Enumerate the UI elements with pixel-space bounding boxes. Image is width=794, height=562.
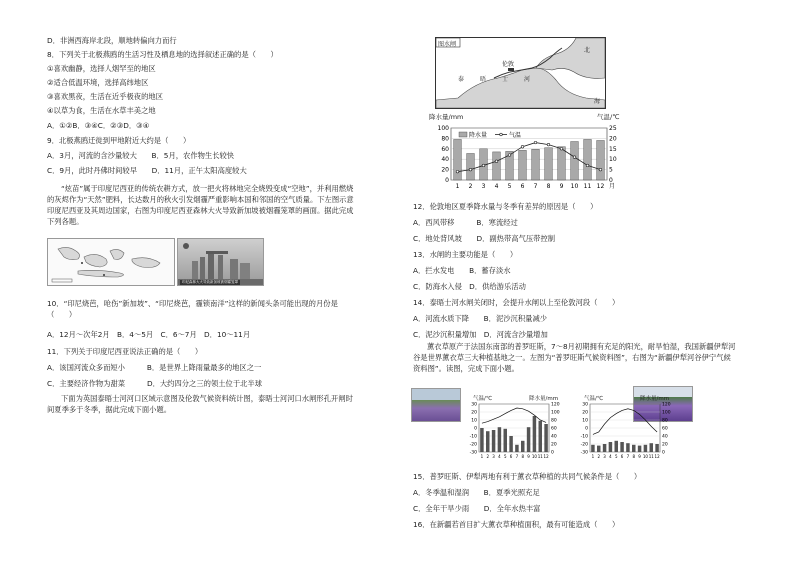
x-tick-label: 7 bbox=[515, 454, 519, 459]
x-tick-label: 10 bbox=[570, 183, 579, 190]
indonesia-map bbox=[47, 238, 175, 286]
x-tick-label: 10 bbox=[531, 454, 537, 459]
x-tick-label: 2 bbox=[468, 183, 473, 190]
precip-bar bbox=[509, 436, 512, 452]
option-line: ③喜欢黑夜，生活在近乎极夜的地区 bbox=[47, 92, 163, 101]
precip-bar bbox=[638, 446, 642, 452]
question-16: 16．在新疆若首目扩大薰衣草种植面积，最有可能造成（ ） bbox=[413, 520, 620, 529]
temp-line bbox=[458, 143, 601, 172]
y2-tick-label: 80 bbox=[551, 418, 557, 424]
answer-options: C．地处背风坡 D．副热带高气压带控制 bbox=[413, 234, 556, 243]
answer-options: C．泥沙沉积量增加 D．河流含沙量增加 bbox=[413, 330, 548, 339]
yining-chart-svg bbox=[572, 394, 682, 464]
y2-tick-label: 60 bbox=[662, 426, 668, 432]
y-tick-label: -30 bbox=[580, 450, 588, 456]
y2-tick-label: 25 bbox=[609, 125, 617, 132]
provence-chart-svg bbox=[461, 394, 571, 464]
x-tick-label: 2 bbox=[486, 454, 490, 459]
precip-bar bbox=[539, 421, 543, 452]
temp-point bbox=[560, 148, 563, 151]
x-tick-label: 5 bbox=[507, 183, 512, 190]
precip-bar bbox=[620, 442, 624, 452]
map-north-label: 北 bbox=[584, 47, 591, 54]
x-tick-label: 4 bbox=[494, 183, 499, 190]
x-tick-label: 5 bbox=[503, 454, 507, 459]
y2-tick-label: 40 bbox=[662, 434, 668, 440]
legend-bar-label: 降水量 bbox=[469, 132, 488, 139]
thames-estuary-map bbox=[435, 37, 606, 109]
passage-lavender: 薰衣草原产于法国东南部的普罗旺斯，7～8月初期拥有充足的阳光，耐旱怕湿，我国新疆伊犁河谷是世界薰衣草三大种植基地之一。左图为“普罗旺斯气候资料图”，右图为“新疆伊犁河谷伊宁气候资料图”。读图，完成下面小题。 bbox=[413, 342, 736, 373]
y-tick-label: 80 bbox=[441, 135, 449, 143]
y2-tick-label: 120 bbox=[551, 402, 560, 408]
answer-options: C．9月，此时丹佛时间较早 D．11月，正午太阳高度较大 bbox=[47, 166, 247, 175]
answer-options: A．冬季温和湿润 B．夏季光照充足 bbox=[413, 488, 540, 497]
x-tick-label: 6 bbox=[620, 454, 624, 459]
x-tick-label: 3 bbox=[492, 454, 495, 459]
y2-tick-label: 100 bbox=[551, 410, 560, 416]
x-tick-label: 11 bbox=[537, 454, 543, 459]
answer-options: A．西风带移 B．寒流经过 bbox=[413, 218, 518, 227]
legend-line-marker bbox=[500, 133, 503, 136]
x-tick-label: 5 bbox=[614, 454, 618, 459]
temp-point bbox=[508, 154, 511, 157]
temp-point bbox=[586, 164, 589, 167]
y2-tick-label: 15 bbox=[609, 145, 617, 153]
precip-bar bbox=[558, 147, 566, 180]
y-tick-label: 10 bbox=[471, 418, 477, 424]
answer-options: C．主要经济作物为甜菜 D．大约四分之三的领土位于北半球 bbox=[47, 379, 263, 388]
y2-tick-label: 20 bbox=[609, 135, 617, 143]
thames-map-drawing bbox=[436, 38, 605, 108]
legend-line-label: 气温 bbox=[509, 132, 522, 139]
map-sea-label: 海 bbox=[594, 98, 601, 105]
question-11: 11．下列关于印度尼西亚说法正确的是（ ） bbox=[47, 347, 203, 356]
y-tick-label: 20 bbox=[441, 166, 449, 174]
text-line: D．非洲西海岸北段，顺地转偏向力而行 bbox=[47, 36, 177, 45]
y-tick-label: -30 bbox=[469, 450, 477, 456]
temp-point bbox=[573, 156, 576, 159]
temp-point bbox=[482, 164, 485, 167]
x-tick-label: 11 bbox=[583, 183, 592, 190]
question-15: 15．普罗旺斯、伊犁两地有利于薰衣草种植的共同气候条件是（ ） bbox=[413, 472, 642, 481]
answer-options: A．12月～次年2月 B．4～5月 C．6～7月 D．10～11月 bbox=[47, 330, 251, 339]
x-tick-label: 9 bbox=[559, 183, 564, 190]
question-9: 9．北极燕鸥迁徙到甲地附近大约是（ ） bbox=[47, 136, 191, 145]
answer-options: A．该国河流众多而短小 B．是世界上降雨量最多的地区之一 bbox=[47, 363, 262, 372]
temp-point bbox=[456, 170, 459, 173]
temp-point bbox=[469, 168, 472, 171]
precip-bar bbox=[632, 445, 636, 452]
x-tick-label: 6 bbox=[520, 183, 525, 190]
x-tick-label: 10 bbox=[642, 454, 648, 459]
y-tick-label: 30 bbox=[582, 402, 588, 408]
y-tick-label: 60 bbox=[441, 145, 449, 153]
temp-axis-label: 气温/℃ bbox=[584, 396, 604, 402]
map-river-label: 泰晤士河 bbox=[458, 76, 547, 83]
temp-point bbox=[495, 160, 498, 163]
y2-tick-label: 5 bbox=[609, 166, 613, 174]
passage-burning: “炫苗”属于印度尼西亚的传统农耕方式，放一把火将林地完全烧毁变成“空地”，并利用燃烧的灰烬作为“天然”肥料，长达数月的秋火引发烟霾严重影响本国和邻国的空气质量。下左图示意印度尼西亚及其周边国家，右图为印度尼西亚森林大火导致新加坡被烟霾笼罩的画面。据此完成下列各题。 bbox=[47, 184, 354, 226]
precip-bar bbox=[571, 142, 579, 180]
y2-tick-label: 120 bbox=[662, 402, 671, 408]
y2-tick-label: 40 bbox=[551, 434, 557, 440]
y-tick-label: 10 bbox=[582, 418, 588, 424]
london-climate-chart bbox=[429, 112, 629, 194]
y-tick-label: 0 bbox=[474, 426, 477, 432]
y2-tick-label: 0 bbox=[662, 450, 665, 456]
prec-axis-label: 降水量/mm bbox=[529, 396, 559, 402]
question-14: 14．泰晤士河水闸关闭时，会提升水闸以上至伦敦河段（ ） bbox=[413, 298, 620, 307]
y2-tick-label: 100 bbox=[662, 410, 671, 416]
answer-options: A．①②B．③④C．②③D．③④ bbox=[47, 121, 150, 130]
x-unit-label: 月 bbox=[609, 183, 616, 190]
question-12: 12．伦敦地区夏季降水量与冬季有差异的原因是（ ） bbox=[413, 202, 598, 211]
legend-bar-swatch bbox=[459, 132, 467, 137]
y-tick-label: 0 bbox=[585, 426, 588, 432]
x-tick-label: 4 bbox=[498, 454, 501, 459]
y-tick-label: 30 bbox=[471, 402, 477, 408]
precip-bar bbox=[532, 149, 540, 180]
precip-bar bbox=[519, 150, 527, 180]
y-tick-label: -10 bbox=[580, 434, 588, 440]
precip-bar bbox=[650, 443, 654, 452]
temp-curve bbox=[482, 408, 546, 423]
skyline-drawing bbox=[178, 239, 263, 285]
precip-bar bbox=[615, 441, 619, 452]
precip-bar bbox=[544, 424, 548, 452]
x-tick-label: 1 bbox=[455, 183, 460, 190]
y2-tick-label: 0 bbox=[551, 450, 554, 456]
answer-options: A．3月，河流的含沙量较大 B．5月，农作物生长较快 bbox=[47, 151, 235, 160]
x-tick-label: 8 bbox=[632, 454, 636, 459]
precip-bar bbox=[584, 139, 592, 180]
answer-options: C．防海水入侵 D．供给游乐活动 bbox=[413, 282, 526, 291]
x-tick-label: 12 bbox=[654, 454, 660, 459]
map-legend: 图水闸 bbox=[438, 41, 457, 48]
precip-bar bbox=[603, 444, 607, 452]
precip-bar bbox=[609, 442, 613, 452]
indonesia-map-drawing bbox=[48, 239, 174, 285]
x-tick-label: 7 bbox=[533, 183, 538, 190]
x-tick-label: 3 bbox=[481, 183, 486, 190]
x-tick-label: 8 bbox=[521, 454, 525, 459]
answer-options: A．河流水质下降 B．泥沙沉积量减少 bbox=[413, 314, 548, 323]
precip-bar bbox=[591, 445, 595, 452]
y2-tick-label: 0 bbox=[609, 177, 613, 184]
y2-tick-label: 20 bbox=[551, 442, 557, 448]
right-column bbox=[397, 0, 794, 562]
left-axis-label: 降水量/mm bbox=[429, 113, 464, 121]
y2-tick-label: 10 bbox=[609, 156, 617, 164]
singapore-haze-photo bbox=[177, 238, 264, 286]
precip-bar bbox=[597, 140, 605, 180]
y-tick-label: 20 bbox=[582, 410, 588, 416]
precip-bar bbox=[533, 416, 537, 452]
temp-point bbox=[534, 141, 537, 144]
provence-climate-chart bbox=[461, 394, 571, 464]
x-tick-label: 12 bbox=[543, 454, 549, 459]
y-tick-label: 40 bbox=[441, 156, 449, 164]
option-line: ②适合低温环境，选择高纬地区 bbox=[47, 78, 149, 87]
x-tick-label: 4 bbox=[609, 454, 612, 459]
x-tick-label: 1 bbox=[591, 454, 595, 459]
yining-climate-chart bbox=[572, 394, 682, 464]
x-tick-label: 12 bbox=[596, 183, 605, 190]
y-tick-label: -10 bbox=[469, 434, 477, 440]
precip-bar bbox=[655, 444, 659, 452]
y-tick-label: -20 bbox=[469, 442, 477, 448]
precip-bar bbox=[515, 445, 519, 452]
right-axis-label: 气温/℃ bbox=[597, 113, 620, 121]
temp-point bbox=[521, 145, 524, 148]
x-tick-label: 1 bbox=[480, 454, 484, 459]
question-8: 8．下列关于北极燕鸥的生活习性及栖息地的选择叙述正确的是（ ） bbox=[47, 50, 278, 59]
y2-tick-label: 20 bbox=[662, 442, 668, 448]
y-tick-label: 100 bbox=[437, 125, 449, 132]
precip-bar bbox=[597, 446, 601, 452]
y2-tick-label: 60 bbox=[551, 426, 557, 432]
precip-bar bbox=[486, 431, 490, 452]
x-tick-label: 9 bbox=[527, 454, 530, 459]
y-tick-label: 20 bbox=[471, 410, 477, 416]
temp-point bbox=[599, 168, 602, 171]
precip-bar bbox=[467, 153, 475, 180]
y-tick-label: -20 bbox=[580, 442, 588, 448]
temp-axis-label: 气温/℃ bbox=[473, 396, 493, 402]
precip-bar bbox=[493, 152, 501, 180]
photo-caption: 印尼森林大火导致新加坡被烟霾笼罩 bbox=[182, 280, 238, 284]
provence-lavender-photo bbox=[411, 388, 461, 422]
question-10: 10．“印尼烧芭，呛伤”新加坡”、“印尼烧芭，霾锁南洋”这样的新闻头条可能出现的月份是（ ） bbox=[47, 299, 338, 319]
precip-bar bbox=[498, 427, 502, 452]
precip-bar bbox=[504, 429, 508, 452]
temp-curve bbox=[593, 409, 657, 435]
prec-axis-label: 降水量/mm bbox=[640, 396, 670, 402]
precip-bar bbox=[480, 428, 484, 452]
y-tick-label: 0 bbox=[445, 177, 449, 184]
precip-bar bbox=[545, 148, 553, 180]
option-line: ①喜欢幽静，选择人烟罕至的地区 bbox=[47, 64, 156, 73]
precip-bar bbox=[626, 443, 630, 452]
precip-bar bbox=[644, 445, 648, 452]
y2-tick-label: 80 bbox=[662, 418, 668, 424]
passage-thames: 下面为英国泰晤士河河口区域示意图及伦敦气候资料统计图，泰晤士河河口水闸形孔开闸时间夏季多于冬季，据此完成下面小题。 bbox=[47, 394, 353, 414]
london-chart-svg bbox=[429, 112, 629, 194]
x-tick-label: 3 bbox=[603, 454, 606, 459]
answer-options: C．全年干旱少雨 D．全年水热丰富 bbox=[413, 504, 541, 513]
x-tick-label: 6 bbox=[509, 454, 513, 459]
x-tick-label: 9 bbox=[638, 454, 641, 459]
precip-bar bbox=[454, 139, 462, 180]
precip-bar bbox=[492, 430, 496, 452]
question-13: 13．水闸的主要功能是（ ） bbox=[413, 250, 518, 259]
precip-bar bbox=[521, 441, 525, 452]
map-city-label: 伦敦 bbox=[502, 61, 515, 68]
x-tick-label: 8 bbox=[546, 183, 551, 190]
temp-point bbox=[547, 143, 550, 146]
answer-options: A．拦水发电 B．蓄存淡水 bbox=[413, 266, 511, 275]
option-line: ④以草为食，生活在水草丰美之地 bbox=[47, 106, 156, 115]
x-tick-label: 2 bbox=[597, 454, 601, 459]
precip-bar bbox=[527, 427, 531, 452]
x-tick-label: 11 bbox=[648, 454, 654, 459]
x-tick-label: 7 bbox=[626, 454, 630, 459]
